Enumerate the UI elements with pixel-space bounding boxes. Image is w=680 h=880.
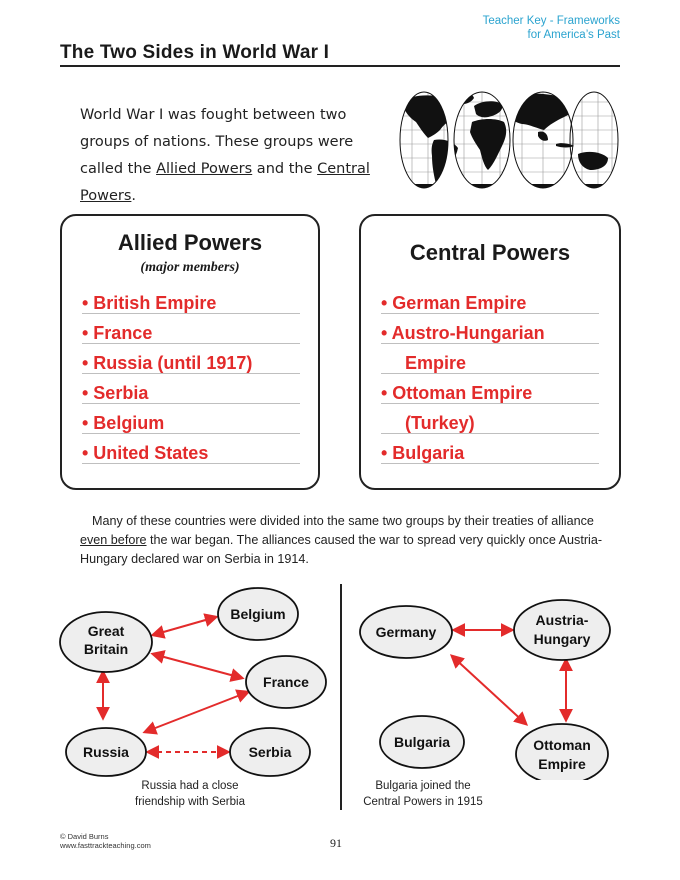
label-belgium: Belgium bbox=[230, 606, 286, 622]
alliances-paragraph bbox=[80, 512, 620, 569]
title-underline bbox=[60, 65, 620, 67]
writing-line bbox=[82, 373, 300, 374]
right-caption-line1: Bulgaria joined the bbox=[375, 780, 471, 792]
central-item: • Austro-Hungarian bbox=[381, 323, 545, 343]
central-item: • Ottoman Empire bbox=[381, 383, 533, 403]
footer-credits bbox=[60, 832, 151, 850]
label-germany: Germany bbox=[375, 624, 437, 640]
writing-line bbox=[381, 463, 599, 464]
label-bulgaria: Bulgaria bbox=[393, 734, 451, 750]
writing-line bbox=[381, 313, 599, 314]
allied-item: • United States bbox=[82, 443, 209, 463]
writing-line bbox=[381, 403, 599, 404]
central-item-continued: Empire bbox=[405, 353, 467, 373]
central-item: • Bulgaria bbox=[381, 443, 465, 463]
footer-website: www.fasttrackteaching.com bbox=[60, 841, 151, 850]
left-caption-line1: Russia had a close bbox=[141, 780, 239, 792]
label-great-britain-1: Great bbox=[87, 623, 125, 639]
intro-period: . bbox=[131, 188, 137, 204]
allied-item: • France bbox=[82, 323, 153, 343]
writing-line bbox=[82, 433, 300, 434]
label-ottoman-2: Empire bbox=[538, 756, 586, 772]
paragraph-underlined: even before bbox=[80, 533, 147, 547]
teacher-key-line2: for America’s Past bbox=[527, 29, 620, 41]
left-diagram-caption bbox=[110, 778, 270, 810]
writing-line bbox=[82, 313, 300, 314]
label-great-britain-2: Britain bbox=[83, 641, 129, 657]
allied-powers-box bbox=[60, 214, 320, 490]
arrow-britain-france bbox=[153, 654, 242, 678]
writing-line bbox=[381, 343, 599, 344]
central-powers-heading: Central Powers bbox=[409, 240, 571, 265]
central-item: • German Empire bbox=[381, 293, 527, 313]
label-austria-1: Austria- bbox=[535, 612, 589, 628]
label-austria-2: Hungary bbox=[533, 631, 591, 647]
allied-powers-subheading: (major members) bbox=[140, 260, 240, 275]
arrow-germany-ottoman bbox=[452, 656, 526, 724]
right-caption-line2: Central Powers in 1915 bbox=[363, 796, 483, 808]
teacher-key-label bbox=[483, 14, 620, 42]
intro-lead: World War I was fought between two groups of nations. These groups were called the bbox=[80, 107, 354, 177]
right-diagram-caption bbox=[338, 778, 508, 810]
allied-item: • Serbia bbox=[82, 383, 149, 403]
intro-text bbox=[80, 102, 400, 210]
intro-allied: Allied Powers bbox=[156, 161, 253, 177]
writing-line bbox=[82, 463, 300, 464]
left-caption-line2: friendship with Serbia bbox=[135, 796, 245, 808]
writing-line bbox=[381, 373, 599, 374]
world-map-image bbox=[398, 88, 620, 192]
label-russia: Russia bbox=[83, 744, 129, 760]
writing-line bbox=[82, 403, 300, 404]
teacher-key-line1: Teacher Key - Frameworks bbox=[482, 15, 620, 27]
paragraph-part2: the war began. The alliances caused the war to spread very quickly once Austria-Hungary declared war on Serbia in 1914. bbox=[80, 533, 603, 566]
alliance-diagrams bbox=[0, 580, 680, 780]
label-serbia: Serbia bbox=[248, 744, 292, 760]
footer-copyright: © David Burns bbox=[60, 832, 109, 841]
intro-and: and the bbox=[252, 161, 318, 177]
arrow-russia-france bbox=[145, 692, 248, 732]
node-austria-hungary bbox=[514, 600, 610, 660]
allied-item: • British Empire bbox=[82, 293, 217, 313]
allied-powers-heading: Allied Powers bbox=[117, 230, 263, 255]
page-title: The Two Sides in World War I bbox=[60, 42, 330, 63]
paragraph-part1: Many of these countries were divided into the same two groups by their treaties of alliance bbox=[92, 514, 594, 528]
page-number: 91 bbox=[330, 836, 342, 850]
label-france: France bbox=[263, 674, 309, 690]
label-ottoman-1: Ottoman bbox=[533, 737, 591, 753]
allied-item: • Belgium bbox=[82, 413, 165, 433]
writing-line bbox=[381, 433, 599, 434]
intro-central: Central Powers bbox=[80, 161, 370, 204]
allied-item: • Russia (until 1917) bbox=[82, 353, 253, 373]
writing-line bbox=[82, 343, 300, 344]
central-item-continued: (Turkey) bbox=[405, 413, 475, 433]
central-powers-box bbox=[359, 214, 621, 490]
arrow-britain-belgium bbox=[153, 617, 216, 635]
